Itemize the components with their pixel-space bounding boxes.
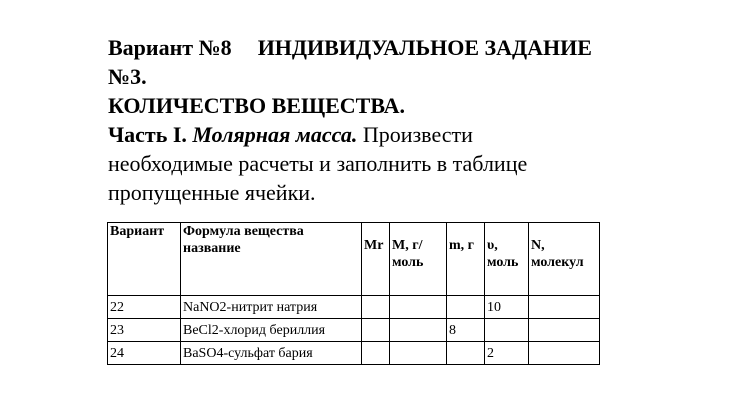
cell-molecules: [529, 296, 600, 319]
cell-formula: BeCl2-хлорид бериллия: [181, 319, 362, 342]
document-body: [108, 33, 728, 207]
instruction-text-2: необходимые расчеты и заполнить в таблице: [108, 151, 528, 176]
cell-amount: 2: [485, 342, 529, 365]
instruction-text-1: Произвести: [362, 122, 473, 147]
cell-mass: [447, 342, 485, 365]
cell-molar-mass: [390, 319, 447, 342]
cell-amount: 10: [485, 296, 529, 319]
cell-variant: 23: [108, 319, 181, 342]
cell-mr: [362, 342, 390, 365]
variant-label: Вариант №8: [108, 35, 232, 60]
cell-formula: NaNO2-нитрит натрия: [181, 296, 362, 319]
assignment-number: №3.: [108, 64, 147, 89]
cell-mr: [362, 296, 390, 319]
header-mr: Mr: [362, 223, 390, 296]
header-formula: Формула вещества название: [181, 223, 362, 296]
cell-formula: BaSO4-сульфат бария: [181, 342, 362, 365]
cell-molar-mass: [390, 296, 447, 319]
cell-molecules: [529, 319, 600, 342]
table-row: [108, 342, 600, 365]
table-row: [108, 319, 600, 342]
header-molecules: N, молекул: [529, 223, 600, 296]
document-title: [108, 33, 728, 62]
header-mass: m, г: [447, 223, 485, 296]
topic-label: Молярная масса.: [192, 122, 358, 147]
table-row: [108, 296, 600, 319]
part-label: Часть I.: [108, 122, 187, 147]
cell-variant: 24: [108, 342, 181, 365]
cell-mass: [447, 296, 485, 319]
cell-molecules: [529, 342, 600, 365]
instruction-text-3: пропущенные ячейки.: [108, 180, 316, 205]
cell-mass: 8: [447, 319, 485, 342]
cell-amount: [485, 319, 529, 342]
header-molar-mass: M, г/моль: [390, 223, 447, 296]
header-variant: Вариант: [108, 223, 181, 296]
section-title: КОЛИЧЕСТВО ВЕЩЕСТВА.: [108, 93, 406, 118]
cell-variant: 22: [108, 296, 181, 319]
cell-mr: [362, 319, 390, 342]
assignment-title: ИНДИВИДУАЛЬНОЕ ЗАДАНИЕ: [257, 35, 592, 60]
cell-molar-mass: [390, 342, 447, 365]
data-table: [107, 222, 600, 365]
header-amount: υ, моль: [485, 223, 529, 296]
task-instruction: [108, 120, 728, 149]
table-header-row: [108, 223, 600, 296]
